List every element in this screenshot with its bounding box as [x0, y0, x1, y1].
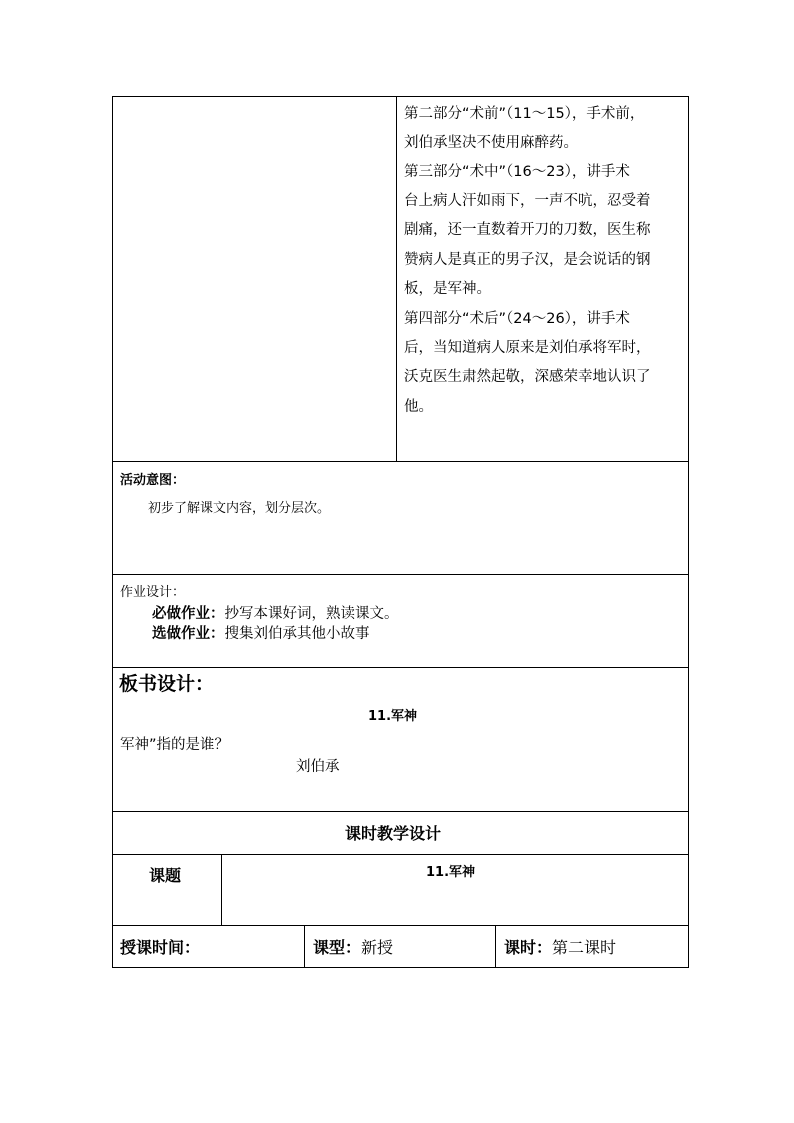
rule-2: [112, 574, 689, 575]
type-value: 新授: [361, 938, 394, 957]
cell-line: 后，当知道病人原来是刘伯承将军时，: [404, 340, 651, 356]
rule-5: [112, 854, 689, 855]
rule-6: [112, 925, 689, 926]
period-value: 第二课时: [552, 938, 617, 957]
topic-value: 11.军神: [426, 865, 476, 880]
board-answer: 刘伯承: [296, 759, 340, 775]
required-label: 必做作业：: [152, 606, 225, 622]
optional-text: 搜集刘伯承其他小故事: [224, 626, 370, 642]
bottom-divider-1: [304, 925, 305, 968]
period-field: [504, 933, 616, 962]
rule-4: [112, 811, 689, 812]
activity-intent-body: 初步了解课文内容，划分层次。: [148, 501, 331, 516]
cell-line: 第四部分“术后”（24～26），讲手术: [404, 311, 630, 327]
cell-line: 台上病人汗如雨下，一声不吭，忍受着: [404, 193, 651, 209]
optional-label: 选做作业：: [152, 626, 225, 642]
cell-line: 赞病人是真正的男子汉，是会说话的钢: [404, 252, 651, 268]
topic-label: 课题: [149, 866, 182, 885]
activity-intent-heading: 活动意图：: [120, 473, 186, 488]
lesson-design-title: 课时教学设计: [345, 824, 442, 843]
period-label: 课时：: [504, 938, 553, 957]
cell-line: 板，是军神。: [404, 281, 491, 297]
cell-line: 他。: [404, 399, 433, 415]
cell-line: 沃克医生肃然起敬，深感荣幸地认识了: [404, 369, 651, 385]
topic-divider: [221, 854, 222, 925]
bottom-divider-2: [495, 925, 496, 968]
cell-line: 第三部分“术中”（16～23），讲手术: [404, 164, 630, 180]
board-heading: 板书设计：: [119, 673, 215, 695]
cell-line: 第二部分“术前”（11～15），手术前，: [404, 106, 645, 122]
homework-heading: 作业设计：: [120, 585, 186, 600]
time-label: 授课时间：: [120, 938, 201, 957]
cell-line: 刘伯承坚决不使用麻醉药。: [404, 135, 578, 151]
board-title: 11.军神: [368, 709, 418, 724]
required-text: 抄写本课好词，熟读课文。: [224, 606, 399, 622]
rule-3: [112, 667, 689, 668]
type-label: 课型：: [313, 938, 362, 957]
top-row-divider: [396, 96, 397, 461]
homework-optional: [152, 620, 370, 649]
rule-1: [112, 461, 689, 462]
board-question: 军神”指的是谁？: [120, 737, 230, 753]
type-field: [313, 933, 393, 962]
cell-line: 剧痛，还一直数着开刀的刀数，医生称: [404, 222, 651, 238]
